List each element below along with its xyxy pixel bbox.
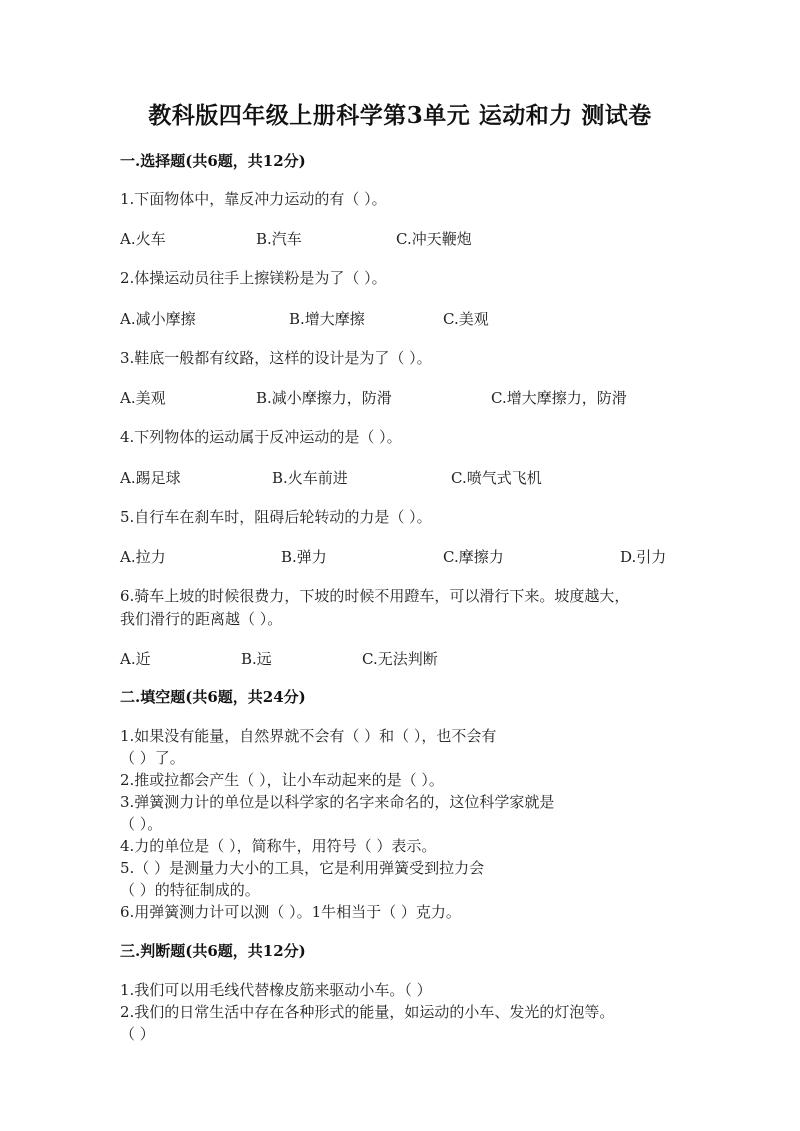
option-d: D.引力 [620,548,667,566]
section-heading-fill: 二.填空题(共6题，共24分) [120,688,306,706]
option-c: C.美观 [443,310,489,328]
option-b: B.火车前进 [272,469,348,487]
question-stem: 5.自行车在刹车时，阻碍后轮转动的力是（ ）。 [120,508,432,526]
question-stem: 1.下面物体中，靠反冲力运动的有（ ）。 [120,190,387,208]
section-heading-choice: 一.选择题(共6题，共12分) [120,152,306,170]
question-stem: 3.鞋底一般都有纹路，这样的设计是为了（ ）。 [120,349,432,367]
option-a: A.近 [120,650,151,668]
option-a: A.减小摩擦 [120,310,196,328]
option-c: C.增大摩擦力，防滑 [491,389,627,407]
judge-line: 1.我们可以用毛线代替橡皮筋来驱动小车。（ ） [120,981,432,999]
fill-line: （ ）了。 [120,749,185,767]
option-c: C.喷气式飞机 [451,469,542,487]
option-b: B.弹力 [281,548,327,566]
option-a: A.火车 [120,230,166,248]
judge-line: （ ） [120,1025,155,1043]
fill-line: 2.推或拉都会产生（ ），让小车动起来的是（ ）。 [120,771,444,789]
option-b: B.远 [241,650,272,668]
judge-line: 2.我们的日常生活中存在各种形式的能量，如运动的小车、发光的灯泡等。 [120,1003,615,1021]
option-a: A.美观 [120,389,166,407]
fill-line: 5.（ ）是测量力大小的工具，它是利用弹簧受到拉力会 [120,859,485,877]
fill-line: （ ）。 [120,815,163,833]
fill-line: 4.力的单位是（ ），简称牛，用符号（ ）表示。 [120,837,437,855]
option-b: B.增大摩擦 [289,310,365,328]
section-heading-judge: 三.判断题(共6题，共12分) [120,942,306,960]
option-c: C.无法判断 [362,650,438,668]
question-stem-cont: 我们滑行的距离越（ ）。 [120,610,283,628]
option-b: B.减小摩擦力，防滑 [256,389,392,407]
fill-line: 1.如果没有能量，自然界就不会有（ ）和（ ），也不会有 [120,727,497,745]
question-stem: 4.下列物体的运动属于反冲运动的是（ ）。 [120,428,402,446]
option-a: A.拉力 [120,548,166,566]
question-stem: 2.体操运动员往手上擦镁粉是为了（ ）。 [120,269,387,287]
option-b: B.汽车 [256,230,302,248]
fill-line: （ ）的特征制成的。 [120,881,260,899]
question-stem: 6.骑车上坡的时候很费力，下坡的时候不用蹬车，可以滑行下来。坡度越大， [120,587,630,605]
fill-line: 6.用弹簧测力计可以测（ ）。1牛相当于（ ）克力。 [120,903,461,921]
option-c: C.冲天鞭炮 [396,230,472,248]
page-title: 教科版四年级上册科学第3单元 运动和力 测试卷 [148,102,652,129]
fill-line: 3.弹簧测力计的单位是以科学家的名字来命名的，这位科学家就是 [120,793,555,811]
option-c: C.摩擦力 [443,548,504,566]
option-a: A.踢足球 [120,469,181,487]
